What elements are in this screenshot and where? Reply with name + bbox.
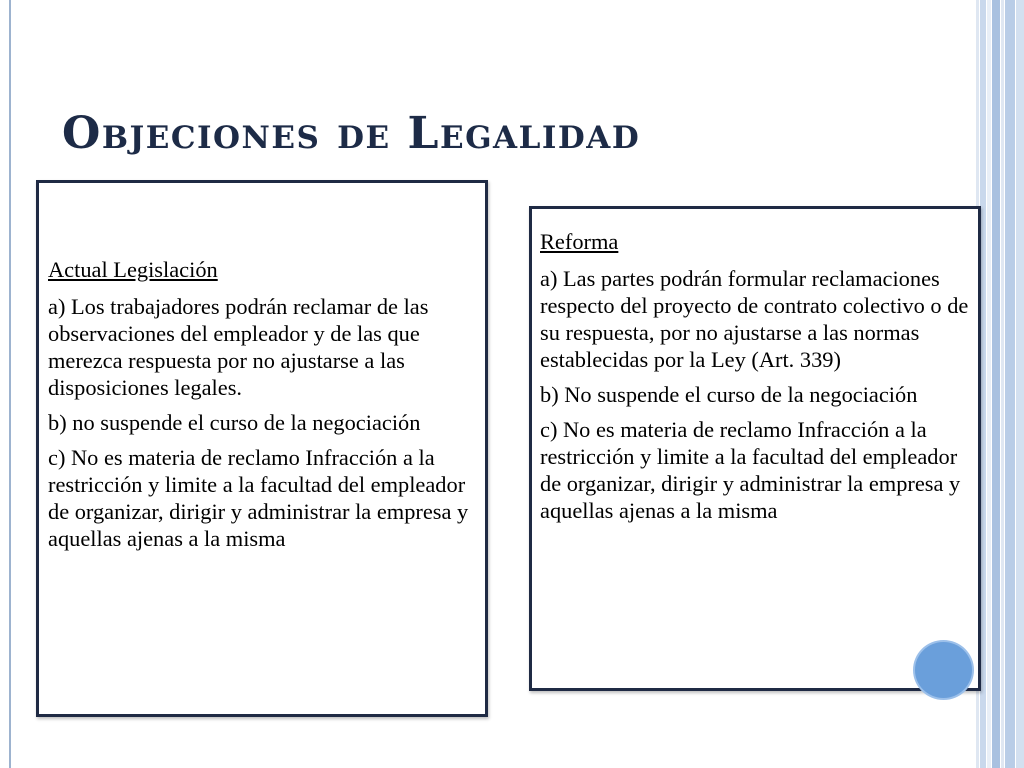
current-legislation-item-c: c) No es materia de reclamo Infracción a la restricción y limite a la facultad del empleador de organizar, dirigir y administrar la empresa y aquellas ajenas a la misma: [48, 445, 469, 551]
left-decorative-rule: [9, 0, 11, 768]
slide-title: Objeciones de Legalidad: [62, 108, 641, 159]
reform-item-a: a) Las partes podrán formular reclamaciones respecto del proyecto de contrato colectivo o de su respuesta, por no ajustarse a las normas establecidas por la Ley (Art. 339): [540, 266, 969, 372]
decorative-circle: [913, 640, 974, 700]
reform-heading: Reforma: [540, 229, 619, 254]
reform-item-b: b) No suspende el curso de la negociación: [540, 382, 918, 407]
reform-item-c: c) No es materia de reclamo Infracción a la restricción y limite a la facultad del empleador de organizar, dirigir y administrar la empresa y aquellas ajenas a la misma: [540, 417, 961, 523]
current-legislation-box: [36, 180, 488, 717]
current-legislation-item-b: b) no suspende el curso de la negociación: [48, 410, 421, 435]
right-decorative-stripes: [976, 0, 1024, 768]
reform-box: [529, 206, 981, 691]
current-legislation-heading: Actual Legislación: [48, 257, 218, 282]
current-legislation-item-a: a) Los trabajadores podrán reclamar de las observaciones del empleador y de las que merezca respuesta por no ajustarse a las disposiciones legales.: [48, 294, 429, 400]
